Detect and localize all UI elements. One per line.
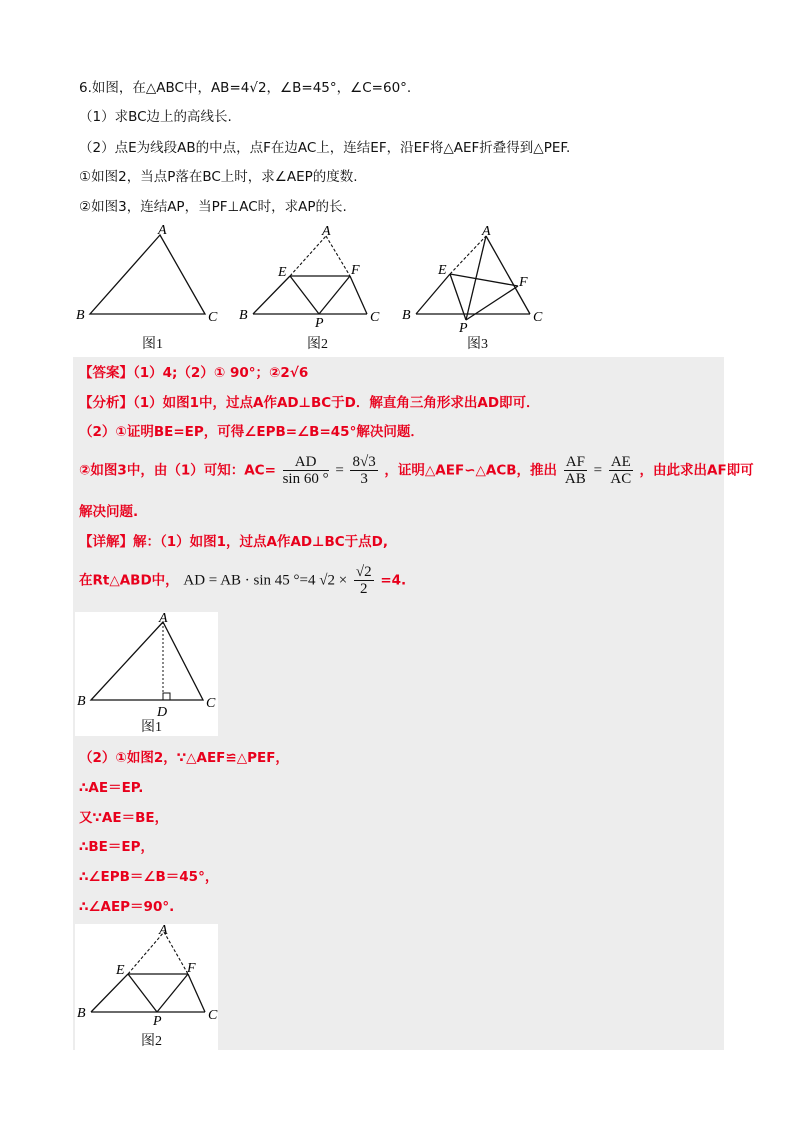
- step-line-4: ∴BE＝EP，: [79, 839, 155, 855]
- step-line-5: ∴∠EPB＝∠B＝45°，: [79, 869, 219, 885]
- svg-text:B: B: [77, 1006, 86, 1021]
- svg-text:E: E: [116, 963, 125, 978]
- svg-text:A: A: [159, 612, 168, 626]
- analysis-3-mid: ，证明△AEF∽△ACB，推出: [384, 462, 558, 479]
- figure-2: [235, 224, 385, 334]
- step-line-2: ∴AE＝EP.: [79, 780, 144, 796]
- svg-text:P: P: [153, 1014, 162, 1029]
- svg-text:C: C: [206, 696, 216, 711]
- step-line-6: ∴∠AEP＝90°.: [79, 899, 175, 915]
- label-c: C: [533, 310, 543, 325]
- frac-af-ab: $\frac{AF}{AB}$: [564, 454, 586, 487]
- label-b: B: [239, 308, 248, 323]
- label-f: F: [519, 275, 528, 290]
- step-line-3: 又∵AE＝BE，: [79, 810, 169, 826]
- solution-fig2-caption: 图2: [141, 1034, 162, 1049]
- detail-line-1: 【详解】解：（1）如图1，过点A作AD⊥BC于点D,: [79, 534, 389, 550]
- solution-fig1-caption: 图1: [141, 720, 162, 735]
- step-line-1: （2）①如图2，∵△AEF≌△PEF，: [79, 750, 289, 766]
- detail-2-math: AD = AB · sin 45 °=4 √2 ×: [183, 572, 348, 589]
- label-b: B: [76, 308, 85, 323]
- analysis-line-2: （2）①证明BE=EP，可得∠EPB=∠B=45°解决问题．: [79, 424, 424, 440]
- question-sub2: ②如图3，连结AP，当PF⊥AC时，求AP的长.: [79, 199, 347, 215]
- solution-figure-1: [75, 612, 218, 736]
- analysis-3-pre: ②如图3中，由（1）可知：AC=: [79, 462, 276, 479]
- frac-root2-2: $\frac{√2}{2}$: [355, 564, 372, 597]
- label-b: B: [402, 308, 411, 323]
- question-part2: （2）点E为线段AB的中点，点F在边AC上，连结EF，沿EF将△AEF折叠得到△PEF.: [79, 140, 571, 156]
- analysis-line-1: 【分析】（1）如图1中，过点A作AD⊥BC于D．解直角三角形求出AD即可．: [79, 395, 540, 411]
- svg-text:A: A: [159, 924, 168, 938]
- analysis-line-4: 解决问题.: [79, 504, 139, 520]
- svg-text:D: D: [157, 705, 168, 720]
- question-part1: （1）求BC边上的高线长.: [79, 109, 232, 125]
- frac-ad-sin60: $\frac{AD}{\sin 60 ^\circ}$: [282, 454, 329, 487]
- label-e: E: [438, 263, 447, 278]
- label-c: C: [370, 310, 380, 325]
- label-a: A: [158, 224, 167, 238]
- label-c: C: [208, 310, 218, 325]
- solution-figure-2: [75, 924, 218, 1050]
- frac-8root3-3: $\frac{8√3}{3}$: [352, 454, 376, 487]
- detail-line-2: 在Rt△ABD中， AD = AB · sin 45 °=4 √2 × $\frac{√2}{2}$ =4.: [79, 564, 407, 597]
- fig1-caption: 图1: [142, 337, 163, 352]
- label-a: A: [322, 224, 331, 239]
- label-a: A: [482, 224, 491, 239]
- label-f: F: [351, 263, 360, 278]
- question-stem: 6.如图，在△ABC中，AB=4√2，∠B=45°，∠C=60°.: [79, 80, 412, 96]
- analysis-3-post: ，由此求出AF即可: [639, 462, 754, 479]
- fig2-caption: 图2: [307, 337, 328, 352]
- figure-1: [70, 224, 230, 334]
- frac-ae-ac: $\frac{AE}{AC}$: [610, 454, 632, 487]
- figure-3: [398, 224, 548, 334]
- triangle-abc: [90, 235, 205, 314]
- fig3-caption: 图3: [467, 337, 488, 352]
- svg-text:F: F: [187, 961, 196, 976]
- answer-line: 【答案】（1）4;（2）① 90°；②2√6: [79, 365, 309, 381]
- analysis-line-3: ②如图3中，由（1）可知：AC= $\frac{AD}{\sin 60 ^\circ}$ = $\frac{8√3}{3}$ ，证明△AEF∽△ACB，推出 $\frac{AF}{AB}$ = $\frac{AE}{AC}$ ，由此求出AF即可: [79, 454, 754, 487]
- question-sub1: ①如图2，当点P落在BC上时，求∠AEP的度数.: [79, 169, 358, 185]
- svg-text:B: B: [77, 694, 86, 709]
- label-p: P: [459, 321, 468, 334]
- svg-text:C: C: [208, 1008, 218, 1023]
- label-p: P: [315, 316, 324, 331]
- right-angle-mark: [163, 693, 170, 700]
- label-e: E: [278, 265, 287, 280]
